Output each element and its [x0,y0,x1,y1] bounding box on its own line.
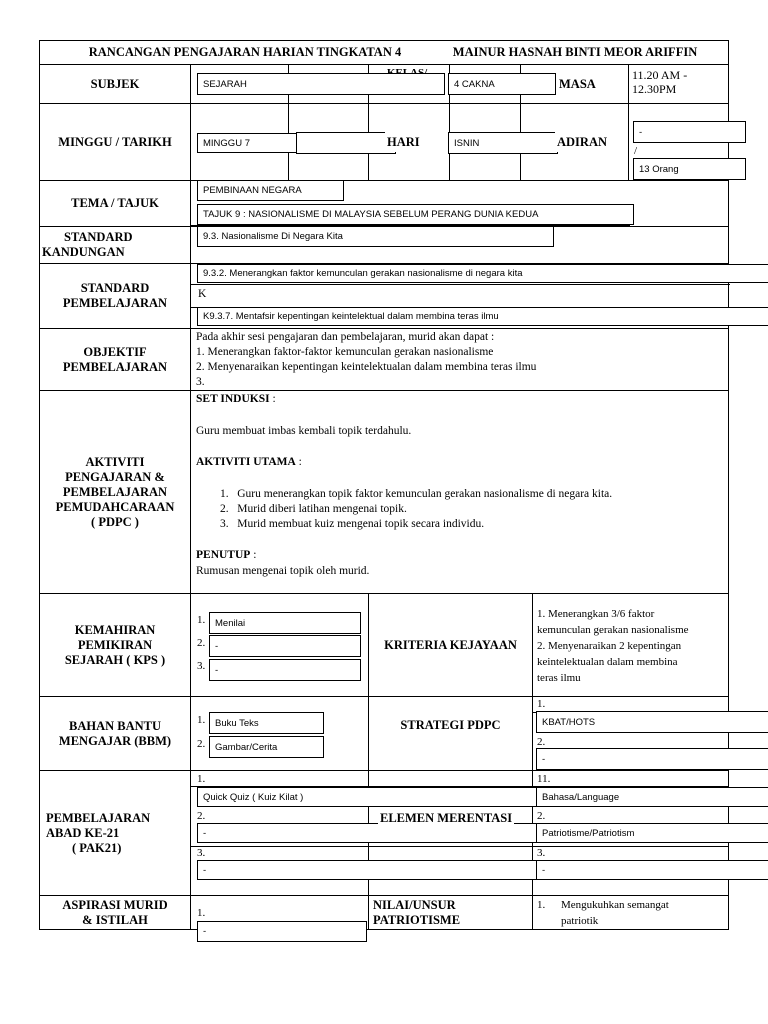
elemen-field-1[interactable]: Bahasa/Language [536,787,768,807]
label-obj-line2: PEMBELAJARAN [62,359,168,374]
label-kriteria: KRITERIA KEJAYAAN [384,637,517,652]
label-standard-kandungan [40,227,190,263]
label-nilai [373,896,528,930]
pak21-num-2: 2. [197,810,206,822]
standard-kandungan-field[interactable]: 9.3. Nasionalisme Di Negara Kita [197,226,554,247]
kriteria-line: teras ilmu [537,672,581,684]
strategi-field-1[interactable]: KBAT/HOTS [536,711,768,733]
label-nilai-line1: NILAI/UNSUR [373,898,456,912]
row-divider [190,284,730,285]
nilai-num-1: 1. [537,899,546,911]
header-title: RANCANGAN PENGAJARAN HARIAN TINGKATAN 4 [88,44,402,59]
nilai-text-2: patriotik [561,915,599,927]
kps-field-3[interactable]: - [209,659,361,681]
label-obj-line1: OBJEKTIF [83,344,147,359]
objektif-line-0: Pada akhir sesi pengajaran dan pembelajaran, murid akan dapat : [196,331,495,343]
kriteria-line: kemunculan gerakan nasionalisme [537,624,689,636]
objektif-line-3: 3. [196,376,205,388]
pak21-num-3: 3. [197,847,206,859]
kps-field-2[interactable]: - [209,635,361,657]
label-akt-line3: PEMBELAJARAN [62,484,168,499]
set-induksi-heading [196,392,276,406]
bbm-field-2[interactable]: Gambar/Cerita [209,736,324,758]
label-akt-line4: PEMUDAHCARAAN [55,499,175,514]
kps-num-1: 1. [197,614,206,626]
label-kehadiran: ADIRAN [555,132,609,152]
label-kps-line3: SEJARAH ( KPS ) [64,652,166,667]
tajuk-field[interactable]: TAJUK 9 : NASIONALISME DI MALAYSIA SEBELUM PERANG DUNIA KEDUA [197,204,634,225]
label-sp-line1: STANDARD [80,281,150,295]
kelas-field[interactable]: 4 CAKNA [448,73,556,95]
kriteria-line: 1. Menerangkan 3/6 faktor [537,608,655,620]
aktiviti-utama-item: 2. Murid diberi latihan mengenai topik. [220,503,407,515]
bbm-num-1: 1. [197,714,206,726]
label-tema: TEMA / TAJUK [71,196,159,210]
elemen-field-2[interactable]: Patriotisme/Patriotism [536,823,768,843]
penutup-colon: : [250,549,257,561]
pak21-field-2[interactable]: - [197,823,768,843]
kehadiran-count-field[interactable]: 13 Orang [633,158,746,180]
hari-field[interactable]: ISNIN [448,132,558,154]
label-bbm [40,697,190,770]
label-aktiviti [40,391,190,593]
masa-value: 11.20 AM - 12.30PM [632,68,688,96]
label-bbm-line1: BAHAN BANTU [68,718,162,733]
label-aspirasi [40,896,190,930]
nilai-text-1: Mengukuhkan semangat [561,899,669,911]
minggu-extra-field[interactable] [296,132,396,154]
kriteria-line: 2. Menyenaraikan 2 kepentingan [537,640,682,652]
set-induksi-title: SET INDUKSI [196,393,270,405]
elemen-num-1: 11. [537,773,551,785]
aktiviti-utama-colon: : [295,456,302,468]
objektif-line-1: 1. Menerangkan faktor-faktor kemunculan gerakan nasionalisme [196,346,494,358]
standard-pembelajaran-k: K [198,288,207,300]
col-divider [628,64,629,180]
set-induksi-colon: : [269,393,276,405]
label-sp-line2: PEMBELAJARAN [62,296,168,310]
elemen-field-3[interactable]: - [536,860,768,880]
aspirasi-field-1[interactable]: - [197,921,367,942]
label-standard-pembelajaran [40,264,190,328]
label-nilai-line2: PATRIOTISME [373,913,461,927]
label-hari: HARI [385,132,422,152]
penutup-text: Rumusan mengenai topik oleh murid. [196,565,370,577]
kps-num-3: 3. [197,660,206,672]
label-strategi: STRATEGI PDPC [400,718,501,732]
label-asp-line1: ASPIRASI MURID [62,898,168,912]
label-masa: MASA [557,74,598,94]
elemen-num-2: 2. [537,810,546,822]
label-sk-line2: KANDUNGAN [42,245,125,259]
bbm-field-1[interactable]: Buku Teks [209,712,324,734]
kriteria-line: keintelektualan dalam membina [537,656,678,668]
label-bbm-line2: MENGAJAR (BBM) [58,733,172,748]
kps-num-2: 2. [197,637,206,649]
label-sk-line1: STANDARD [64,230,133,244]
tema-field[interactable]: PEMBINAAN NEGARA [197,180,344,201]
standard-pembelajaran-1-field[interactable]: 9.3.2. Menerangkan faktor kemunculan gerakan nasionalisme di negara kita [197,264,768,283]
label-kps-line2: PEMIKIRAN [77,637,153,652]
label-elemen: ELEMEN MERENTASI [380,810,513,825]
label-pak-line2: ABAD KE-21 [46,825,120,840]
row-divider [190,846,729,847]
label-akt-line1: AKTIVITI [85,454,145,469]
aktiviti-utama-item: 1. Guru menerangkan topik faktor kemunculan gerakan nasionalisme di negara kita. [220,488,613,500]
label-objektif [40,329,190,390]
pak21-num-1: 1. [197,773,206,785]
strategi-num-1: 1. [537,698,546,710]
label-minggu: MINGGU / TARIKH [58,134,172,149]
teacher-name: MAINUR HASNAH BINTI MEOR ARIFFIN [452,44,698,59]
set-induksi-text: Guru membuat imbas kembali topik terdahulu. [196,425,412,437]
label-kps-line1: KEMAHIRAN [74,622,156,637]
bbm-num-2: 2. [197,738,206,750]
strategi-num-2: 2. [537,736,546,748]
minggu-field[interactable]: MINGGU 7 [197,133,297,153]
objektif-line-2: 2. Menyenaraikan kepentingan keintelektualan dalam membina teras ilmu [196,361,537,373]
standard-pembelajaran-2-field[interactable]: K9.3.7. Mentafsir kepentingan keintelektual dalam membina teras ilmu [197,307,768,326]
kehadiran-field[interactable]: - [633,121,746,143]
kps-field-1[interactable]: Menilai [209,612,361,634]
penutup-title: PENUTUP [196,549,251,561]
aktiviti-utama-item: 3. Murid membuat kuiz mengenai topik secara individu. [220,518,485,530]
label-subjek: SUBJEK [90,76,140,91]
subjek-field[interactable]: SEJARAH [197,73,445,95]
label-akt-line2: PENGAJARAN & [65,469,165,484]
elemen-num-3: 3. [537,847,546,859]
strategi-field-2[interactable]: - [536,748,768,770]
label-pak21 [40,771,190,895]
pak21-field-3[interactable]: - [197,860,768,880]
aktiviti-utama-title: AKTIVITI UTAMA [196,456,296,468]
label-pak-line1: PEMBELAJARAN [46,810,151,825]
aspirasi-num-1: 1. [197,907,206,919]
col-divider [190,64,191,930]
kehadiran-slash: / [634,145,638,157]
pak21-field-1[interactable]: Quick Quiz ( Kuiz Kilat ) [197,787,768,807]
label-asp-line2: & ISTILAH [82,913,148,927]
label-pak-line3: ( PAK21) [72,840,122,855]
label-kps [40,594,190,696]
penutup-heading [196,548,256,562]
aktiviti-utama-heading [196,455,302,469]
label-akt-line5: ( PDPC ) [91,514,139,529]
